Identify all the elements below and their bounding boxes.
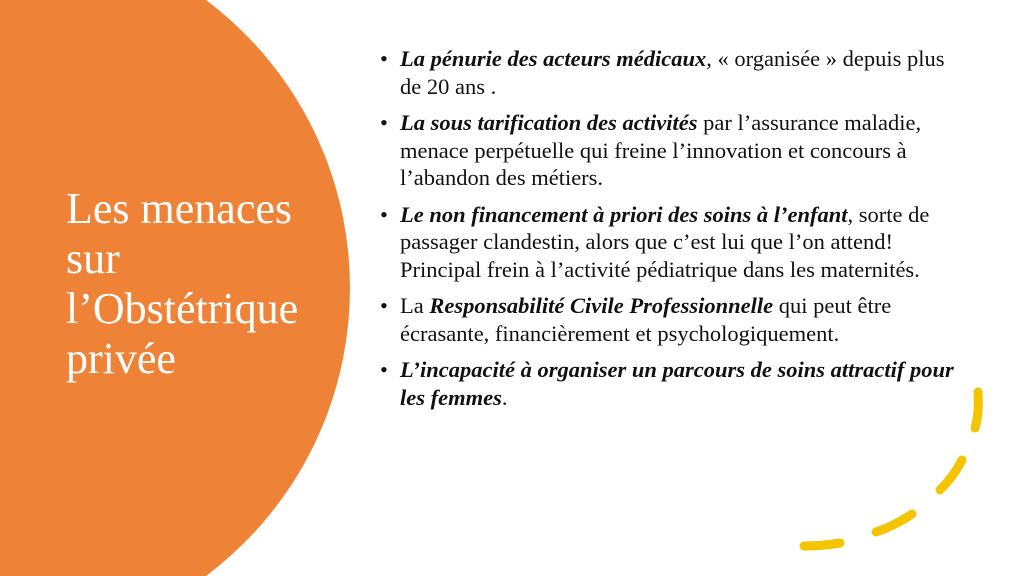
- dash-segment: [804, 543, 840, 546]
- bullet-item: [378, 45, 968, 100]
- decorative-dashed-arc: [790, 380, 990, 560]
- bullet-text-emphasis: La sous tarification des activités: [400, 110, 698, 135]
- bullet-text-emphasis: La pénurie des acteurs médicaux: [400, 46, 707, 71]
- bullet-item: [378, 201, 968, 284]
- bullet-text-pre: La: [400, 293, 430, 318]
- title-line: Les menaces: [66, 184, 292, 233]
- bullet-text-emphasis: L’incapacité à organiser un parcours de soins attractif pour les femmes: [400, 357, 954, 410]
- bullet-icon: •: [380, 357, 388, 382]
- bullet-item: [378, 109, 968, 192]
- bullet-text-post: qui peut être écrasante, financièrement et psychologiquement.: [400, 293, 892, 346]
- bullet-icon: •: [380, 293, 388, 318]
- bullet-icon: •: [380, 46, 388, 71]
- dash-segment: [940, 460, 962, 490]
- title-line: privée: [66, 334, 176, 383]
- slide-title: [66, 184, 356, 384]
- bullet-icon: •: [380, 110, 388, 135]
- bullet-list: [378, 45, 968, 420]
- dash-segment: [876, 514, 912, 532]
- bullet-text-emphasis: Le non financement à priori des soins à l’enfant: [400, 201, 848, 227]
- bullet-item: [378, 292, 968, 347]
- bullet-text-post: , sorte de passager clandestin, alors que c’est lui que l’on attend! Principal frein à l’activité pédiatrique dans les maternités.: [400, 201, 930, 282]
- bullet-text-post: , « organisée » depuis plus de 20 ans .: [400, 46, 945, 99]
- bullet-text-emphasis: Responsabilité Civile Professionnelle: [429, 293, 774, 318]
- title-line: sur: [66, 234, 120, 283]
- title-line: l’Obstétrique: [66, 284, 299, 333]
- bullet-text-post: par l’assurance maladie, menace perpétuelle qui freine l’innovation et concours à l’abandon des métiers.: [400, 110, 922, 190]
- bullet-icon: •: [380, 201, 388, 227]
- dash-segment: [975, 392, 978, 428]
- bullet-text-post: .: [501, 384, 508, 410]
